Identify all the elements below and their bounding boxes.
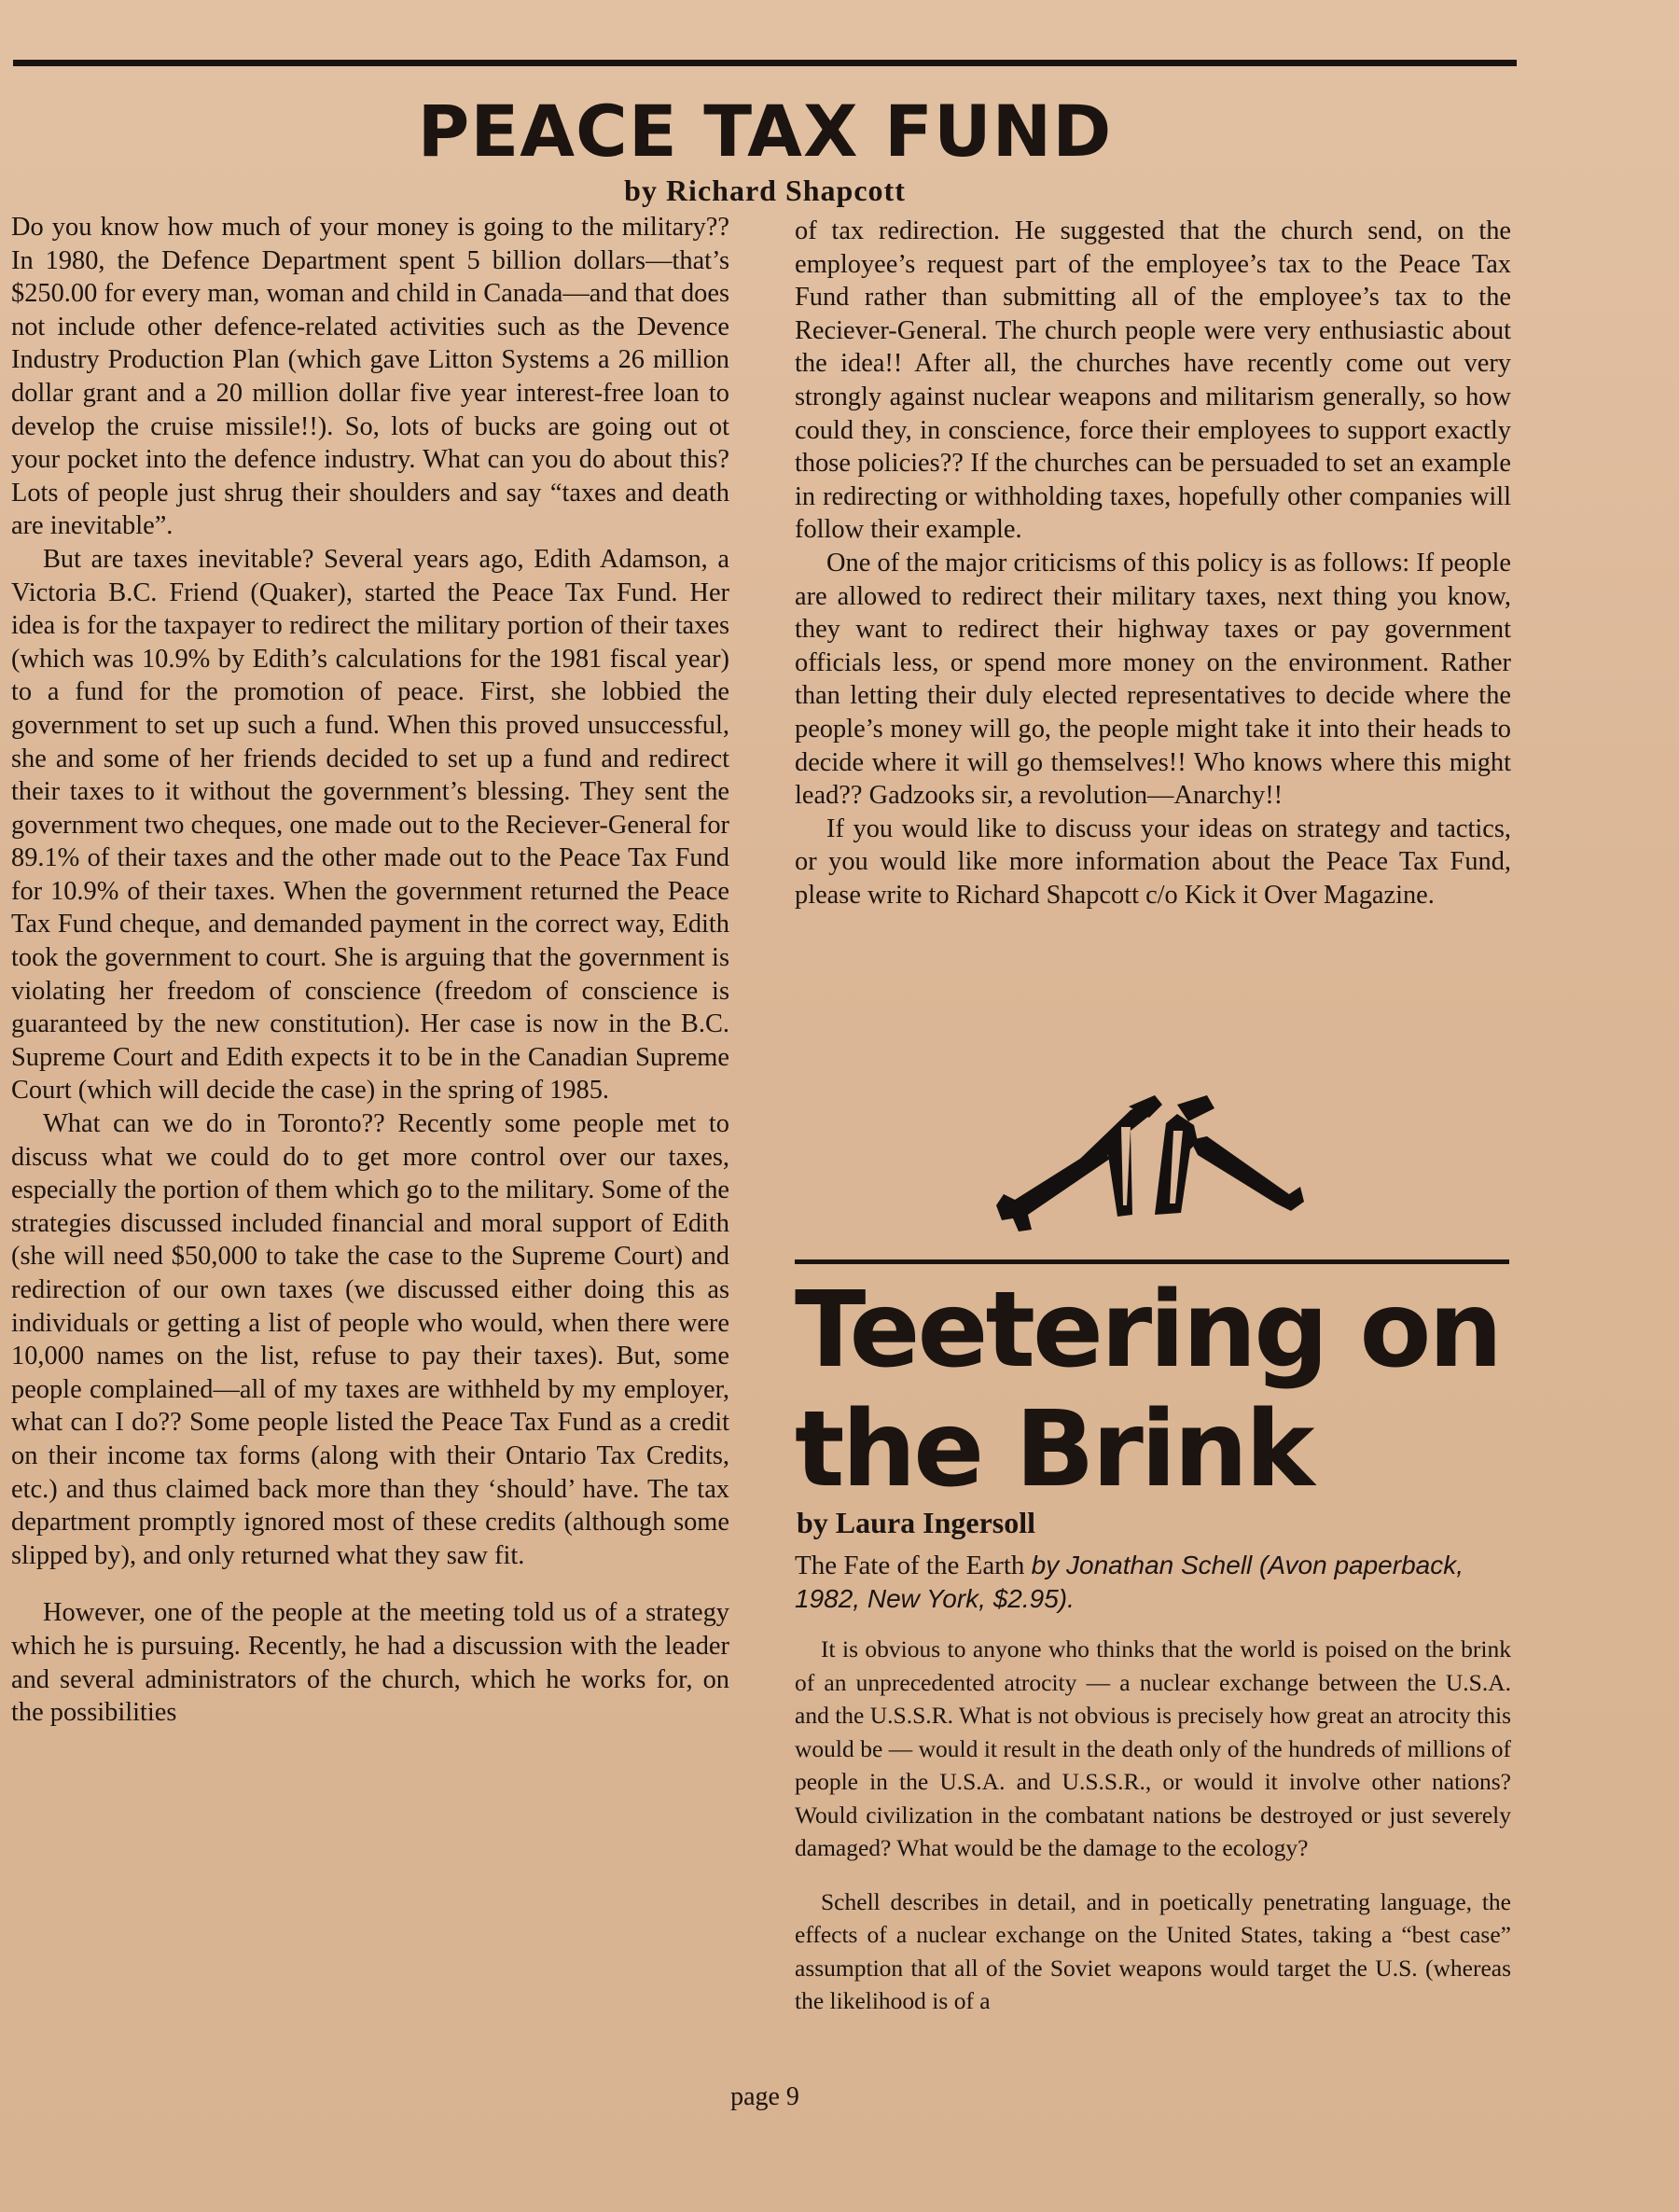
paragraph: One of the major criticisms of this policy is as follows: If people are allowed to redirect their military taxes, next thing you know, they want to redirect their highway taxes or pay government officials less, or spend more money on the environment. Rather than letting their duly elected representatives to decide where the people’s money will go, the people might take it into their heads to decide where it will go themselves!! Who knows where this might lead?? Gadzooks sir, a revolution—Anarchy!! bbox=[795, 548, 1511, 811]
paragraph: However, one of the people at the meeting told us of a strategy which he is pursuing. Recently, he had a discussion with the leader and several administrators of the church, which he works for, on the possibilities bbox=[11, 1598, 729, 1728]
right-column bbox=[795, 215, 1511, 911]
paragraph: Schell describes in detail, and in poetically penetrating language, the effects of a nuclear exchange on the United States, taking a “best case” assumption that all of the Soviet weapons would target the U.S. (whereas the likelihood is of a bbox=[795, 1887, 1511, 2014]
top-rule bbox=[13, 60, 1517, 66]
paragraph: of tax redirection. He suggested that the church send, on the employee’s request part of the employee’s tax to the Peace Tax Fund rather than submitting all of the employee’s tax to the Reciever-General. The church people were very enthusiastic about the idea!! After all, the churches have recently come out very strongly against nuclear weapons and militarism generally, so how could they, in conscience, force their employees to support exactly those policies?? If the churches can be persuaded to set an example in redirecting or withholding taxes, hopefully other companies will follow their example. bbox=[795, 216, 1511, 545]
review-title bbox=[795, 1271, 1504, 1509]
paragraph: But are taxes inevitable? Several years ago, Edith Adamson, a Victoria B.C. Friend (Quaker), started the Peace Tax Fund. Her idea is for the taxpayer to redirect the military portion of their taxes (which was 10.9% by Edith’s calculations for the 1981 fiscal year) to a fund for the promotion of peace. First, she lobbied the government to set up such a fund. When this proved unsuccessful, she and some of her friends decided to set up a fund and redirect their taxes to it without the government’s blessing. They sent the government two cheques, one made out to the Reciever-General for 89.1% of their taxes and the other made out to the Peace Tax Fund for 10.9% of their taxes. When the government returned the Peace Tax Fund cheque, and demanded payment in the correct way, Edith took the government to court. She is arguing that the government is violating her freedom of conscience (freedom of conscience is guaranteed by the new constitution). Her case is now in the B.C. Supreme Court and Edith expects it to be in the Canadian Supreme Court (which will decide the case) in the spring of 1985. bbox=[11, 544, 729, 1106]
page-number: page 9 bbox=[730, 2082, 799, 2111]
review-body bbox=[795, 1633, 1511, 2018]
article-title: PEACE TAX FUND bbox=[417, 90, 1113, 173]
paragraph: Do you know how much of your money is going to the military?? In 1980, the Defence Department spent 5 billion dollars—that’s $250.00 for every man, woman and child in Canada—and that does not include other defence-related activities such as the Devence Industry Production Plan (which gave Litton Systems a 26 million dollar grant and a 20 million dollar five year interest-free loan to develop the cruise missile!!). So, lots of bucks are going out ot your pocket into the defence industry. What can you do about this? Lots of people just shrug their shoulders and say “taxes and death are inevitable”. bbox=[11, 213, 729, 541]
paragraph: If you would like to discuss your ideas on strategy and tactics, or you would like more information about the Peace Tax Fund, please write to Richard Shapcott c/o Kick it Over Magazine. bbox=[795, 814, 1511, 910]
review-title-line-2: the Brink bbox=[795, 1389, 1312, 1510]
review-title-line-1: Teetering on bbox=[795, 1270, 1501, 1391]
left-column bbox=[11, 211, 729, 1730]
section-rule bbox=[795, 1259, 1509, 1264]
article-byline: by Richard Shapcott bbox=[624, 174, 906, 207]
book-reference bbox=[795, 1549, 1513, 1616]
book-details: by Jonathan Schell (Avon paperback, 1982, New York, $2.95). bbox=[795, 1551, 1464, 1613]
review-byline: by Laura Ingersoll bbox=[797, 1506, 1036, 1539]
broken-rifle-icon bbox=[991, 1093, 1308, 1233]
paragraph: What can we do in Toronto?? Recently some people met to discuss what we could do to get more control over our taxes, especially the portion of them which go to the military. Some of the strategies discussed included financial and moral support of Edith (she will need $50,000 to take the case to the Supreme Court) and redirection of our own taxes (we discussed either doing this as individuals or getting a list of people who would, when there were 10,000 names on the list, refuse to pay their taxes). But, some people complained—all of my taxes are withheld by my employer, what can I do?? Some people listed the Peace Tax Fund as a credit on their income tax forms (along with their Ontario Tax Credits, etc.) and thus claimed back more than they ‘should’ have. The tax department promptly ignored most of these credits (although some slipped by), and only returned what they saw fit. bbox=[11, 1109, 729, 1570]
paragraph: It is obvious to anyone who thinks that the world is poised on the brink of an unprecedented atrocity — a nuclear exchange between the U.S.A. and the U.S.S.R. What is not obvious is precisely how great an atrocity this would be — would it result in the death only of the hundreds of millions of people in the U.S.A. and U.S.S.R., or would it involve other nations? Would civilization in the combatant nations be destroyed or just severely damaged? What would be the damage to the ecology? bbox=[795, 1635, 1511, 1861]
book-title: The Fate of the Earth bbox=[795, 1551, 1025, 1580]
